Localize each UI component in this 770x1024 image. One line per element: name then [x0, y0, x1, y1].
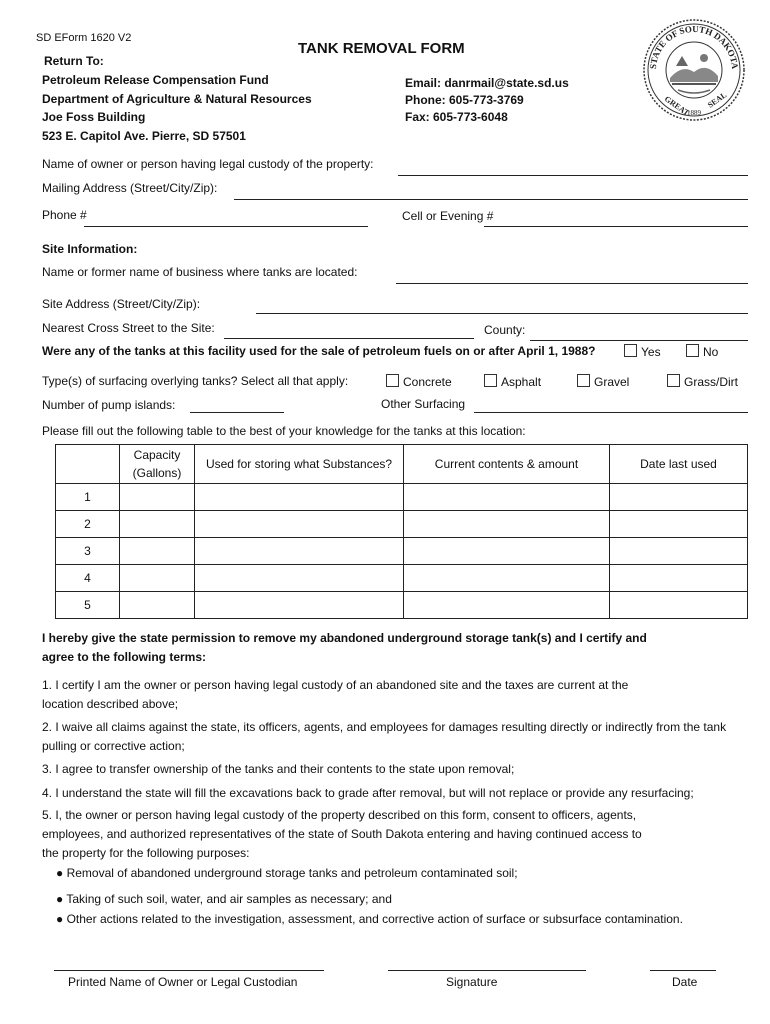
site-address-field[interactable] — [256, 313, 748, 314]
no-label: No — [703, 345, 719, 359]
capacity-cell[interactable] — [120, 592, 195, 619]
business-name-label: Name or former name of business where tanks are located: — [42, 265, 358, 279]
table-row — [56, 592, 748, 619]
county-field[interactable] — [530, 340, 748, 341]
date-cell[interactable] — [610, 565, 748, 592]
contents-cell[interactable] — [404, 592, 610, 619]
yes-label: Yes — [641, 345, 661, 359]
term-item: 1. I certify I am the owner or person having legal custody of an abandoned site and the taxes are current at the location described above; — [42, 678, 629, 711]
gravel-checkbox[interactable] — [577, 374, 629, 389]
date-cell[interactable] — [610, 511, 748, 538]
term-bullet: ● Other actions related to the investigation, assessment, and corrective action of surface or subsurface contamination. — [56, 912, 683, 926]
concrete-label: Concrete — [403, 375, 452, 389]
term-bullet: ● Taking of such soil, water, and air samples as necessary; and — [56, 892, 392, 906]
row-number: 1 — [56, 484, 120, 511]
grass-dirt-checkbox-box[interactable] — [667, 374, 680, 387]
table-header-contents: Current contents & amount — [404, 445, 610, 484]
capacity-cell[interactable] — [120, 538, 195, 565]
mailing-address-label: Mailing Address (Street/City/Zip): — [42, 181, 218, 195]
contents-cell[interactable] — [404, 565, 610, 592]
signature-label: Signature — [446, 975, 498, 989]
term-item: 4. I understand the state will fill the excavations back to grade after removal, but will not replace or provide any resurfacing; — [42, 786, 694, 800]
table-header-row — [56, 445, 748, 484]
return-to-heading: Return To: — [44, 54, 104, 68]
phone-field[interactable] — [84, 226, 368, 227]
substances-cell[interactable] — [195, 511, 404, 538]
grass-dirt-label: Grass/Dirt — [684, 375, 738, 389]
pump-islands-field[interactable] — [190, 412, 284, 413]
county-label: County: — [484, 323, 526, 337]
terms-heading: I hereby give the state permission to remove my abandoned underground storage tank(s) and I certify and agree to the following terms: — [42, 631, 647, 664]
term-item: 3. I agree to transfer ownership of the tanks and their contents to the state upon removal; — [42, 762, 515, 776]
owner-name-field[interactable] — [398, 175, 748, 176]
svg-text:STATE OF SOUTH DAKOTA: STATE OF SOUTH DAKOTA — [647, 23, 741, 70]
site-address-label: Site Address (Street/City/Zip): — [42, 297, 201, 311]
svg-text:GREAT: GREAT — [662, 94, 691, 118]
return-to-line: Department of Agriculture & Natural Resources — [42, 92, 312, 106]
form-title: TANK REMOVAL FORM — [298, 40, 465, 57]
date-field[interactable] — [650, 970, 716, 971]
cell-phone-field[interactable] — [484, 226, 748, 227]
pump-islands-label: Number of pump islands: — [42, 398, 176, 412]
table-row — [56, 538, 748, 565]
surfacing-label: Type(s) of surfacing overlying tanks? Select all that apply: — [42, 374, 349, 388]
term-item: 5. I, the owner or person having legal custody of the property described on this form, consent to officers, agents, employees, and authorized representatives of the state of South Dakota entering and having continued access to the property for the following purposes: — [42, 808, 642, 860]
substances-cell[interactable] — [195, 565, 404, 592]
site-info-heading: Site Information: — [42, 242, 138, 256]
asphalt-label: Asphalt — [501, 375, 542, 389]
yes-checkbox[interactable] — [624, 344, 661, 359]
term-bullet-text: Other actions related to the investigation, assessment, and corrective action of surface or subsurface contamination. — [66, 912, 683, 926]
row-number: 3 — [56, 538, 120, 565]
contact-fax: Fax: 605-773-6048 — [405, 110, 508, 124]
contents-cell[interactable] — [404, 511, 610, 538]
row-number: 5 — [56, 592, 120, 619]
gravel-label: Gravel — [594, 375, 630, 389]
asphalt-checkbox-box[interactable] — [484, 374, 497, 387]
business-name-field[interactable] — [396, 283, 748, 284]
table-row — [56, 511, 748, 538]
grass-dirt-checkbox[interactable] — [667, 374, 738, 389]
tanks-table — [55, 444, 748, 619]
other-surfacing-label: Other Surfacing — [381, 397, 466, 411]
contact-phone: Phone: 605-773-3769 — [405, 93, 524, 107]
petroleum-question: Were any of the tanks at this facility used for the sale of petroleum fuels on or after April 1, 1988? — [42, 344, 596, 358]
owner-name-label: Name of owner or person having legal custody of the property: — [42, 157, 374, 171]
substances-cell[interactable] — [195, 484, 404, 511]
table-header-cell — [56, 445, 120, 484]
term-bullet: ● Removal of abandoned underground storage tanks and petroleum contaminated soil; — [56, 866, 518, 880]
table-header-capacity: Capacity (Gallons) — [120, 445, 195, 484]
table-row — [56, 565, 748, 592]
mailing-address-field[interactable] — [234, 199, 748, 200]
concrete-checkbox-box[interactable] — [386, 374, 399, 387]
yes-checkbox-box[interactable] — [624, 344, 637, 357]
term-bullet-text: Removal of abandoned underground storage tanks and petroleum contaminated soil; — [66, 866, 518, 880]
no-checkbox[interactable] — [686, 344, 718, 359]
other-surfacing-field[interactable] — [474, 412, 748, 413]
table-header-date-last-used: Date last used — [610, 445, 748, 484]
capacity-cell[interactable] — [120, 565, 195, 592]
svg-text:SEAL: SEAL — [705, 90, 729, 110]
substances-cell[interactable] — [195, 538, 404, 565]
term-bullet-text: Taking of such soil, water, and air samples as necessary; and — [66, 892, 392, 906]
table-row — [56, 484, 748, 511]
substances-cell[interactable] — [195, 592, 404, 619]
row-number: 4 — [56, 565, 120, 592]
date-label: Date — [672, 975, 698, 989]
no-checkbox-box[interactable] — [686, 344, 699, 357]
date-cell[interactable] — [610, 592, 748, 619]
cross-street-field[interactable] — [224, 338, 474, 339]
date-cell[interactable] — [610, 484, 748, 511]
contact-email: Email: danrmail@state.sd.us — [405, 76, 569, 90]
concrete-checkbox[interactable] — [386, 374, 452, 389]
cross-street-label: Nearest Cross Street to the Site: — [42, 321, 215, 335]
row-number: 2 — [56, 511, 120, 538]
return-to-line: Petroleum Release Compensation Fund — [42, 73, 269, 87]
form-id: SD EForm 1620 V2 — [36, 32, 132, 44]
asphalt-checkbox[interactable] — [484, 374, 541, 389]
signature-field[interactable] — [388, 970, 586, 971]
return-to-line: Joe Foss Building — [42, 110, 146, 124]
phone-label: Phone # — [42, 208, 87, 222]
date-cell[interactable] — [610, 538, 748, 565]
return-to-line: 523 E. Capitol Ave. Pierre, SD 57501 — [42, 129, 246, 143]
state-seal-icon — [642, 18, 746, 122]
table-intro: Please fill out the following table to the best of your knowledge for the tanks at this location: — [42, 424, 526, 438]
capacity-cell[interactable] — [120, 511, 195, 538]
contents-cell[interactable] — [404, 484, 610, 511]
term-item: 2. I waive all claims against the state, its officers, agents, and employees for damages resulting directly or indirectly from the tank pulling or corrective action; — [42, 720, 727, 753]
printed-name-label: Printed Name of Owner or Legal Custodian — [68, 975, 298, 989]
printed-name-field[interactable] — [54, 970, 324, 971]
svg-text:1889: 1889 — [687, 109, 701, 117]
cell-phone-label: Cell or Evening # — [402, 209, 494, 223]
contents-cell[interactable] — [404, 538, 610, 565]
gravel-checkbox-box[interactable] — [577, 374, 590, 387]
table-header-substances: Used for storing what Substances? — [195, 445, 404, 484]
capacity-cell[interactable] — [120, 484, 195, 511]
